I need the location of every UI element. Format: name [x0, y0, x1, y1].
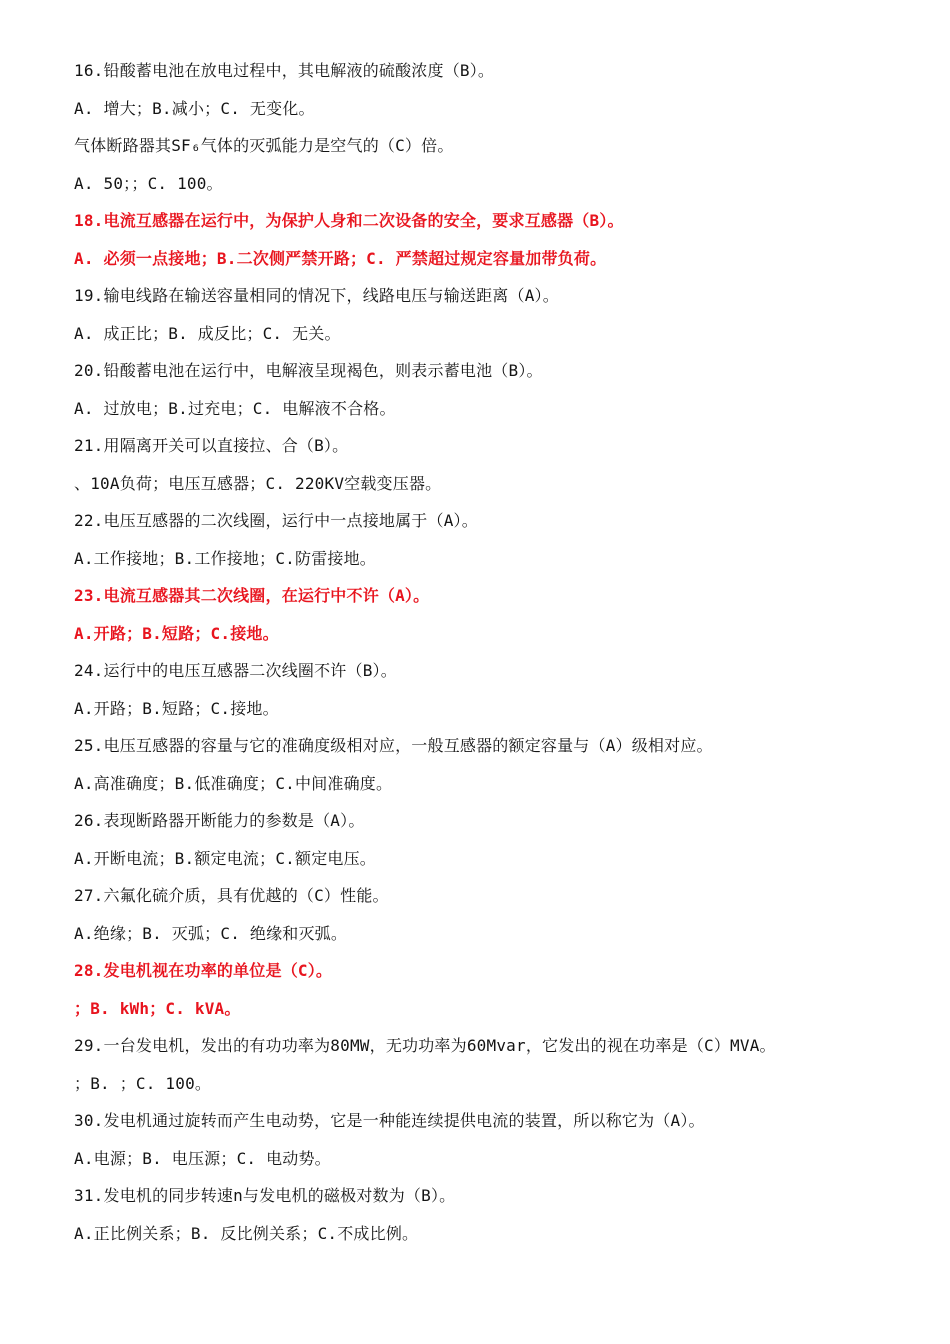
text-line: 21.用隔离开关可以直接拉、合（B）。 [74, 436, 349, 455]
text-line: A. 50；；C. 100。 [74, 173, 223, 193]
text-line: 28.发电机视在功率的单位是（C）。 [74, 961, 333, 980]
text-line: 30.发电机通过旋转而产生电动势，它是一种能连续提供电流的装置，所以称它为（A）。 [74, 1111, 705, 1130]
text-line: A.正比例关系；B. 反比例关系；C.不成比例。 [74, 1223, 419, 1243]
text-line: ；B. kWh；C. kVA。 [74, 998, 241, 1018]
text-line: 24.运行中的电压互感器二次线圈不许（B）。 [74, 661, 397, 680]
text-line: 19.输电线路在输送容量相同的情况下，线路电压与输送距离（A）。 [74, 286, 559, 305]
text-line: A.开断电流；B.额定电流；C.额定电压。 [74, 848, 376, 868]
text-line: A.开路；B.短路；C.接地。 [74, 698, 279, 718]
text-line: 31.发电机的同步转速n与发电机的磁极对数为（B）。 [74, 1186, 456, 1205]
text-line: A.电源；B. 电压源；C. 电动势。 [74, 1148, 331, 1168]
text-line: 22.电压互感器的二次线圈，运行中一点接地属于（A）。 [74, 511, 478, 530]
text-line: A. 必须一点接地；B.二次侧严禁开路；C. 严禁超过规定容量加带负荷。 [74, 248, 607, 268]
text-line: 25.电压互感器的容量与它的准确度级相对应，一般互感器的额定容量与（A）级相对应。 [74, 736, 713, 755]
text-line: ；B. ；C. 100。 [74, 1073, 212, 1093]
text-line: 气体断路器其SF₆气体的灭弧能力是空气的（C）倍。 [74, 136, 454, 155]
text-line: 23.电流互感器其二次线圈，在运行中不许（A）。 [74, 586, 430, 605]
text-line: A.绝缘；B. 灭弧；C. 绝缘和灭弧。 [74, 923, 348, 943]
text-line: 20.铅酸蓄电池在运行中，电解液呈现褐色，则表示蓄电池（B）。 [74, 361, 543, 380]
text-line: 18.电流互感器在运行中，为保护人身和二次设备的安全，要求互感器（B）。 [74, 211, 624, 230]
text-line: A. 过放电；B.过充电；C. 电解液不合格。 [74, 398, 396, 418]
text-line: 16.铅酸蓄电池在放电过程中，其电解液的硫酸浓度（B）。 [74, 61, 495, 80]
text-line: A.工作接地；B.工作接地；C.防雷接地。 [74, 548, 376, 568]
text-line: 29.一台发电机，发出的有功功率为80MW，无功功率为60Mvar，它发出的视在功率是（C）MVA。 [74, 1036, 776, 1055]
text-line: A.高准确度；B.低准确度；C.中间准确度。 [74, 773, 393, 793]
text-line: A.开路；B.短路；C.接地。 [74, 623, 279, 643]
text-line: 26.表现断路器开断能力的参数是（A）。 [74, 811, 365, 830]
text-line: 、10A负荷；电压互感器；C. 220KV空载变压器。 [74, 473, 442, 493]
text-line: A. 成正比；B. 成反比；C. 无关。 [74, 323, 341, 343]
text-line: 27.六氟化硫介质，具有优越的（C）性能。 [74, 886, 389, 905]
text-line: A. 增大；B.减小；C. 无变化。 [74, 98, 315, 118]
